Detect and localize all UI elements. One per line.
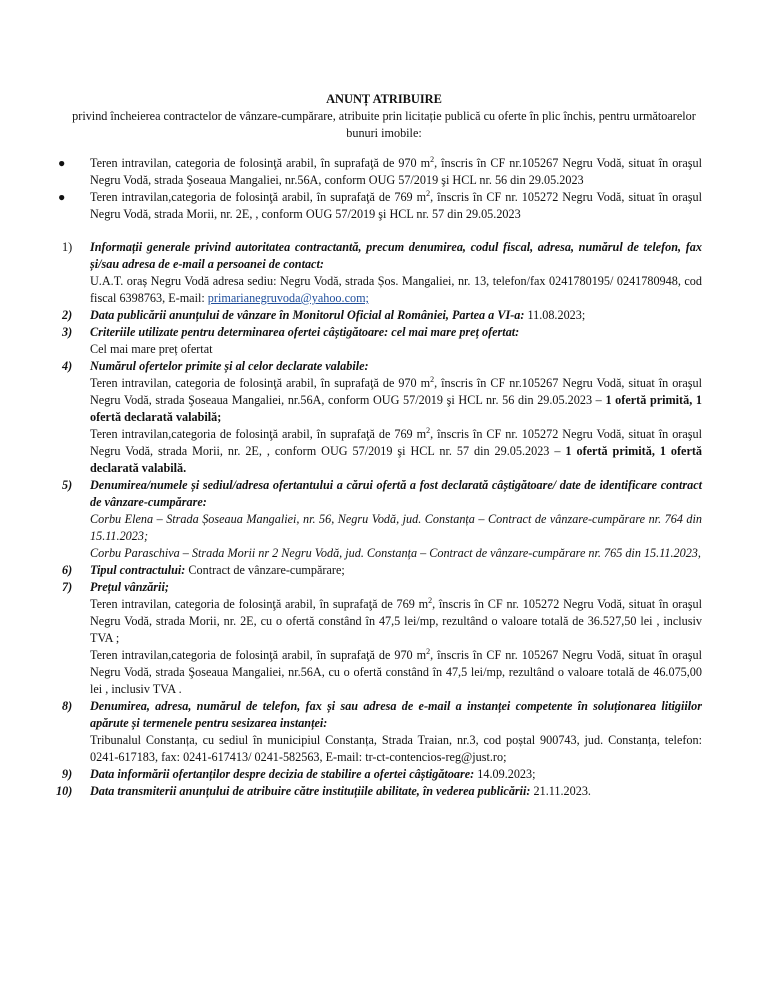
section-number: 9) <box>62 767 73 781</box>
section-value: 11.08.2023; <box>524 308 586 322</box>
section-8 <box>62 698 702 766</box>
section-body: Tribunalul Constanța, cu sediul în municipiul Constanța, Strada Traian, nr.3, cod poștal 900743, jud. Constanța, telefon: 0241-617183, fax: 0241-617413/ 0241-582563, E-mail: tr-ct-contencios-reg@just.ro; <box>90 733 702 764</box>
superscript: 2 <box>428 595 433 605</box>
paragraph-text: , înscris în CF nr. 105267 Negru Vodă, situat în oraşul Negru Vodă, strada Şoseaua Mangaliei, nr.56A, cu o ofertă constând în 47,5 lei/mp, rezultând o valoare totală de 46.075,00 lei , inclusiv TVA . <box>90 648 702 696</box>
section-1 <box>62 239 702 307</box>
property-bullet-1 <box>56 155 702 189</box>
bullet-text: Teren intravilan, categoria de folosinţă arabil, în suprafaţă de 970 m <box>90 156 431 170</box>
authority-details: U.A.T. oraș Negru Vodă adresa sediu: Negru Vodă, strada Șos. Mangaliei, nr. 13, telefon/fax 0241780195/ 0241780948, cod fiscal 6398763, E-mail: <box>90 274 702 305</box>
property-bullet-list <box>56 155 702 223</box>
email-link[interactable]: primarianegruvoda@yahoo.com; <box>207 291 369 305</box>
section-heading: Denumirea/numele și sediul/adresa ofertantului a cărui ofertă a fost declarată câștigătoare/ date de identificare contract de vânzare-cumpărare: <box>90 478 702 509</box>
section-value: 14.09.2023; <box>474 767 536 781</box>
paragraph-text: Teren intravilan, categoria de folosinţă arabil, în suprafaţă de 970 m <box>90 376 431 390</box>
section-number: 2) <box>62 308 73 322</box>
property-bullet-2 <box>56 189 702 223</box>
superscript: 2 <box>426 646 431 656</box>
superscript: 2 <box>430 154 435 164</box>
section-heading: Data informării ofertanților despre decizia de stabilire a ofertei câștigătoare: <box>90 767 475 781</box>
section-number: 3) <box>62 325 73 339</box>
offer-count-bold: 1 ofertă primită, 1 ofertă declarată valabilă; <box>90 393 702 424</box>
section-body: Cel mai mare preț ofertat <box>90 342 213 356</box>
section-heading: Prețul vânzării; <box>90 580 169 594</box>
bullet-text: Teren intravilan,categoria de folosinţă arabil, în suprafaţă de 769 m <box>90 190 427 204</box>
section-5 <box>62 477 702 562</box>
section-heading: Criteriile utilizate pentru determinarea ofertei câștigătoare: cel mai mare preț ofertat: <box>90 325 520 339</box>
section-number: 6) <box>62 563 73 577</box>
section-2 <box>62 307 702 324</box>
section-heading: Denumirea, adresa, numărul de telefon, fax și sau adresa de e-mail a instanței competente în soluționarea litigiilor apărute și termenele pentru sesizarea instanței: <box>90 699 702 730</box>
section-6 <box>62 562 702 579</box>
document-subtitle: privind încheierea contractelor de vânzare-cumpărare, atribuite prin licitație publică cu oferte în plic închis, pentru următoarelor bunuri imobile: <box>72 109 696 140</box>
paragraph-text: , înscris în CF nr. 105272 Negru Vodă, situat în oraşul Negru Vodă, strada Morii, nr. 2E, , conform OUG 57/2019 şi HCL nr. 57 din 29.05.2023 – <box>90 427 702 458</box>
paragraph-text: Teren intravilan, categoria de folosinţă arabil, în suprafaţă de 769 m <box>90 597 429 611</box>
superscript: 2 <box>426 188 431 198</box>
section-number: 10) <box>56 784 73 798</box>
paragraph-text: , înscris în CF nr. 105272 Negru Vodă, situat în oraşul Negru Vodă, strada Morii, nr. 2E, cu o ofertă constând în 47,5 lei/mp, rezultând o valoare totală de 36.527,50 lei , inclusiv TVA ; <box>90 597 702 645</box>
section-body <box>90 273 702 307</box>
bullet-text: , înscris în CF nr. 105272 Negru Vodă, situat în oraşul Negru Vodă, strada Morii, nr. 2E, , conform OUG 57/2019 şi HCL nr. 57 din 29.05.2023 <box>90 190 702 221</box>
document-title: ANUNȚ ATRIBUIRE <box>326 92 442 106</box>
offer-count-paragraph <box>90 375 702 426</box>
section-value: 21.11.2023. <box>530 784 591 798</box>
price-paragraph <box>90 647 702 698</box>
section-7 <box>62 579 702 698</box>
offer-count-paragraph <box>90 426 702 477</box>
bullet-dot-icon: ● <box>58 190 66 204</box>
section-number: 5) <box>62 478 73 492</box>
winner-line: Corbu Elena – Strada Șoseaua Mangaliei, nr. 56, Negru Vodă, jud. Constanța – Contract de vânzare-cumpărare nr. 764 din 15.11.2023; <box>90 512 702 543</box>
section-number: 4) <box>62 359 73 373</box>
offer-count-bold: 1 ofertă primită, 1 ofertă declarată valabilă. <box>90 444 703 475</box>
section-number: 7) <box>62 580 73 594</box>
winner-line: Corbu Paraschiva – Strada Morii nr 2 Negru Vodă, jud. Constanța – Contract de vânzare-cumpărare nr. 765 din 15.11.2023, <box>90 546 701 560</box>
section-9 <box>62 766 702 783</box>
section-heading: Tipul contractului: <box>90 563 186 577</box>
bullet-text: , înscris în CF nr.105267 Negru Vodă, situat în oraşul Negru Vodă, strada Şoseaua Mangaliei, nr.56A, conform OUG 57/2019 şi HCL nr. 56 din 29.05.2023 <box>90 156 702 187</box>
numbered-section-list <box>56 239 703 800</box>
paragraph-text: , înscris în CF nr.105267 Negru Vodă, situat în oraşul Negru Vodă, strada Şoseaua Mangaliei, nr.56A, conform OUG 57/2019 şi HCL nr. 56 din 29.05.2023 – <box>90 376 702 407</box>
section-3 <box>62 324 702 358</box>
section-heading: Informații generale privind autoritatea contractantă, precum denumirea, codul fiscal, adresa, numărul de telefon, fax și/sau adresa de e-mail a persoanei de contact: <box>90 240 702 271</box>
paragraph-text: Teren intravilan,categoria de folosinţă arabil, în suprafaţă de 970 m <box>90 648 427 662</box>
bullet-dot-icon: ● <box>58 156 66 170</box>
section-heading: Numărul ofertelor primite și al celor declarate valabile: <box>90 359 369 373</box>
section-4 <box>62 358 702 477</box>
section-number: 8) <box>62 699 73 713</box>
superscript: 2 <box>426 425 431 435</box>
section-10 <box>56 783 702 800</box>
section-heading: Data publicării anunțului de vânzare în Monitorul Oficial al României, Partea a VI-a: <box>90 308 525 322</box>
price-paragraph <box>90 596 702 647</box>
section-heading: Data transmiterii anunțului de atribuire către instituțiile abilitate, în vederea publicării: <box>90 784 531 798</box>
section-number: 1) <box>62 240 73 254</box>
paragraph-text: Teren intravilan,categoria de folosinţă arabil, în suprafaţă de 769 m <box>90 427 427 441</box>
section-value: Contract de vânzare-cumpărare; <box>185 563 345 577</box>
superscript: 2 <box>430 374 435 384</box>
